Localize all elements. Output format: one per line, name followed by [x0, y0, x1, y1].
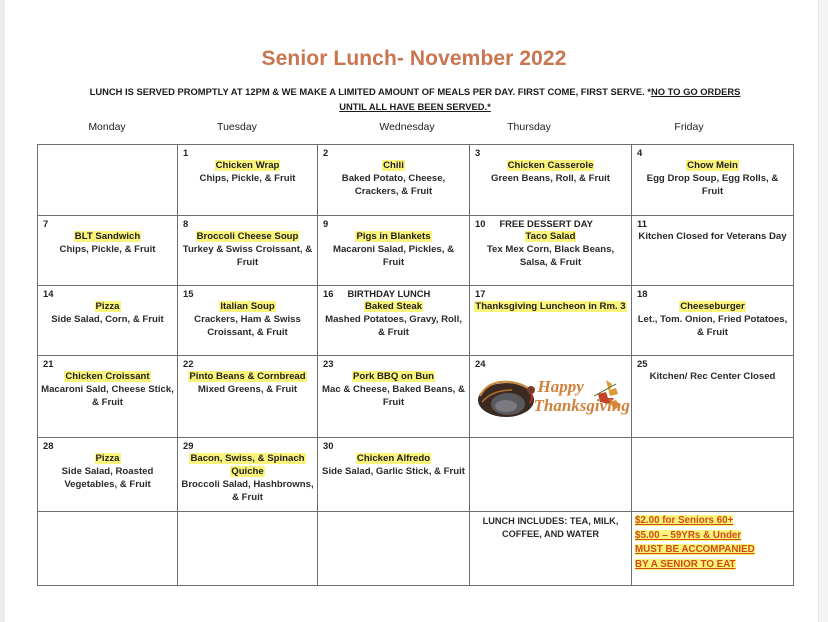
day-number: 9 [323, 218, 329, 229]
side-items: Egg Drop Soup, Egg Rolls, & Fruit [646, 173, 779, 197]
main-dish: Chili [383, 160, 404, 171]
lunch-calendar [37, 144, 794, 586]
day-number: 4 [637, 147, 643, 158]
price-line: BY A SENIOR TO EAT [635, 558, 736, 570]
side-items: Crackers, Ham & Swiss Croissant, & Fruit [194, 314, 301, 338]
price-line: MUST BE ACCOMPANIED [635, 544, 755, 555]
weekday-header-tuesday: Tuesday [217, 121, 257, 133]
day-number-line [473, 147, 628, 159]
side-items: Let., Tom. Onion, Fried Potatoes, & Fruit [637, 314, 788, 338]
day-number: 23 [323, 358, 334, 369]
main-dish-line [321, 300, 466, 313]
side-items: Turkey & Swiss Croissant, & Fruit [182, 244, 313, 268]
lunch-notice [30, 84, 800, 114]
day-number-line [41, 147, 174, 159]
side-items: Side Salad, Corn, & Fruit [51, 314, 164, 325]
calendar-day-cell [470, 216, 632, 286]
thanksgiving-text: Thanksgiving [533, 396, 630, 415]
main-dish: Pizza [95, 453, 120, 464]
calendar-day-cell [318, 216, 470, 286]
calendar-week-row [38, 438, 794, 512]
day-number-line [41, 358, 174, 370]
calendar-day-cell [178, 286, 318, 356]
day-number: 17 [475, 288, 486, 299]
happy-thanksgiving-image [476, 374, 630, 424]
empty-cell [38, 512, 178, 586]
pricing-info [632, 512, 793, 572]
main-dish: Pigs in Blankets [356, 231, 431, 242]
main-dish: Chicken Croissant [65, 371, 150, 382]
side-items: Chips, Pickle, & Fruit [59, 244, 156, 255]
day-number: 25 [637, 358, 648, 369]
main-dish-line [473, 300, 628, 313]
day-number: 29 [183, 440, 194, 451]
notice-underlined: NO TO GO ORDERS [650, 86, 741, 97]
lunch-includes-cell [470, 512, 632, 586]
price-line: $5.00 – 59YRs & Under [635, 529, 742, 541]
main-dish-line [321, 370, 466, 383]
main-dish-line [41, 370, 174, 383]
page-title: Senior Lunch- November 2022 [261, 47, 567, 70]
day-number: 11 [637, 218, 647, 229]
page-edge [0, 0, 5, 622]
day-number-line [473, 440, 628, 452]
side-items: Kitchen/ Rec Center Closed [649, 371, 776, 382]
day-number-line [473, 218, 628, 230]
side-items: Mixed Greens, & Fruit [197, 384, 298, 395]
day-number: 30 [323, 440, 334, 451]
day-number-line [321, 218, 466, 230]
main-dish-line [181, 159, 314, 172]
calendar-day-cell [318, 438, 470, 512]
main-dish: Broccoli Cheese Soup [196, 231, 299, 242]
calendar-day-cell [470, 145, 632, 216]
day-number: 1 [183, 147, 189, 158]
calendar-day-cell [38, 438, 178, 512]
main-dish-line [41, 230, 174, 243]
calendar-day-cell [632, 216, 794, 286]
empty-cell [318, 512, 470, 586]
main-dish: Pinto Beans & Cornbread [189, 371, 306, 382]
day-event-tag: FREE DESSERT DAY [499, 218, 593, 229]
side-items: Kitchen Closed for Veterans Day [638, 231, 787, 242]
side-items: Broccoli Salad, Hashbrowns, & Fruit [181, 479, 314, 503]
main-dish-line [181, 300, 314, 313]
main-dish-line [473, 159, 628, 172]
weekday-header-monday: Monday [88, 121, 126, 133]
calendar-week-row [38, 216, 794, 286]
day-number-line [181, 440, 314, 452]
side-items: Mashed Potatoes, Gravy, Roll, & Fruit [325, 314, 462, 338]
calendar-day-cell [178, 438, 318, 512]
side-items: Mac & Cheese, Baked Beans, & Fruit [322, 384, 465, 408]
day-number: 18 [637, 288, 648, 299]
notice-underlined: UNTIL ALL HAVE BEEN SERVED.* [339, 101, 491, 112]
calendar-day-cell [470, 356, 632, 438]
calendar-footer-row [38, 512, 794, 586]
side-items: Macaroni Salad, Pickles, & Fruit [332, 244, 455, 268]
day-number: 15 [183, 288, 194, 299]
calendar-week-row [38, 145, 794, 216]
day-number: 24 [475, 358, 486, 369]
calendar-day-cell [470, 286, 632, 356]
day-number-line [635, 218, 790, 230]
side-items: Green Beans, Roll, & Fruit [491, 173, 610, 184]
day-number: 14 [43, 288, 54, 299]
day-number: 21 [43, 358, 54, 369]
day-number-line [321, 288, 466, 300]
calendar-day-cell [38, 216, 178, 286]
main-dish: BLT Sandwich [74, 231, 141, 242]
day-number: 8 [183, 218, 189, 229]
weekday-header-friday: Friday [674, 121, 704, 133]
day-number: 3 [475, 147, 481, 158]
day-number: 16 [323, 288, 334, 299]
day-number-line [321, 440, 466, 452]
day-number-line [635, 288, 790, 300]
day-number: 7 [43, 218, 49, 229]
calendar-day-cell [178, 356, 318, 438]
day-number-line [321, 358, 466, 370]
calendar-day-cell [38, 145, 178, 216]
calendar-day-cell [632, 438, 794, 512]
calendar-day-cell [318, 145, 470, 216]
side-items: Baked Potato, Cheese, Crackers, & Fruit [341, 173, 446, 197]
day-number-line [181, 288, 314, 300]
day-number-line [635, 440, 790, 452]
side-items: Chips, Pickle, & Fruit [199, 173, 296, 184]
calendar-day-cell [178, 145, 318, 216]
main-dish: Pork BBQ on Bun [352, 371, 434, 382]
calendar-day-cell [38, 356, 178, 438]
main-dish: Pizza [95, 301, 120, 312]
day-number-line [473, 358, 628, 370]
main-dish: Chow Mein [687, 160, 738, 171]
day-number: 22 [183, 358, 194, 369]
calendar-day-cell [632, 286, 794, 356]
main-dish: Bacon, Swiss, & Spinach Quiche [190, 453, 305, 477]
calendar-day-cell [470, 438, 632, 512]
main-dish: Thanksgiving Luncheon in Rm. 3 [475, 301, 626, 312]
main-dish-line [181, 452, 314, 478]
calendar-day-cell [178, 216, 318, 286]
day-number-line [321, 147, 466, 159]
day-number-line [181, 358, 314, 370]
day-event-tag: BIRTHDAY LUNCH [347, 288, 431, 299]
main-dish-line [635, 159, 790, 172]
side-items: Macaroni Sald, Cheese Stick, & Fruit [41, 384, 174, 408]
main-dish: Italian Soup [220, 301, 275, 312]
calendar-week-row [38, 286, 794, 356]
pricing-cell [632, 512, 794, 586]
price-line: $2.00 for Seniors 60+ [635, 515, 734, 526]
calendar-day-cell [632, 145, 794, 216]
main-dish-line [321, 230, 466, 243]
day-number-line [181, 147, 314, 159]
page-edge [818, 0, 828, 622]
main-dish: Baked Steak [364, 301, 423, 312]
main-dish-line [181, 370, 314, 383]
day-number-line [41, 218, 174, 230]
main-dish-line [473, 230, 628, 243]
main-dish-line [181, 230, 314, 243]
main-dish-line [321, 452, 466, 465]
day-number-line [181, 218, 314, 230]
main-dish: Chicken Alfredo [356, 453, 431, 464]
day-number: 2 [323, 147, 329, 158]
calendar-week-row [38, 356, 794, 438]
thanksgiving-text-happy: Happy [537, 377, 584, 396]
calendar-day-cell [38, 286, 178, 356]
empty-cell [178, 512, 318, 586]
side-items: Side Salad, Garlic Stick, & Fruit [322, 466, 465, 477]
weekday-header-thursday: Thursday [507, 121, 551, 133]
weekday-header-wednesday: Wednesday [379, 121, 435, 133]
side-items: Tex Mex Corn, Black Beans, Salsa, & Fruit [486, 244, 615, 268]
calendar-day-cell [318, 286, 470, 356]
calendar-day-cell [318, 356, 470, 438]
main-dish-line [321, 159, 466, 172]
main-dish: Cheeseburger [680, 301, 745, 312]
day-number-line [635, 358, 790, 370]
main-dish: Chicken Wrap [215, 160, 280, 171]
main-dish: Taco Salad [525, 231, 576, 242]
notice-text: LUNCH IS SERVED PROMPTLY AT 12PM & WE MAKE A LIMITED AMOUNT OF MEALS PER DAY. FIRST COME, FIRST SERVE. * [89, 86, 651, 97]
lunch-includes-text: LUNCH INCLUDES: TEA, MILK, COFFEE, AND WATER [482, 516, 619, 539]
main-dish-line [41, 452, 174, 465]
main-dish: Chicken Casserole [507, 160, 594, 171]
main-dish-line [635, 300, 790, 313]
side-items: Side Salad, Roasted Vegetables, & Fruit [61, 466, 154, 490]
day-number: 10 [475, 218, 486, 229]
day-number: 28 [43, 440, 54, 451]
calendar-day-cell [632, 356, 794, 438]
day-number-line [473, 288, 628, 300]
main-dish-line [41, 300, 174, 313]
weekday-header-row [37, 121, 793, 135]
day-number-line [41, 288, 174, 300]
day-number-line [41, 440, 174, 452]
day-number-line [635, 147, 790, 159]
